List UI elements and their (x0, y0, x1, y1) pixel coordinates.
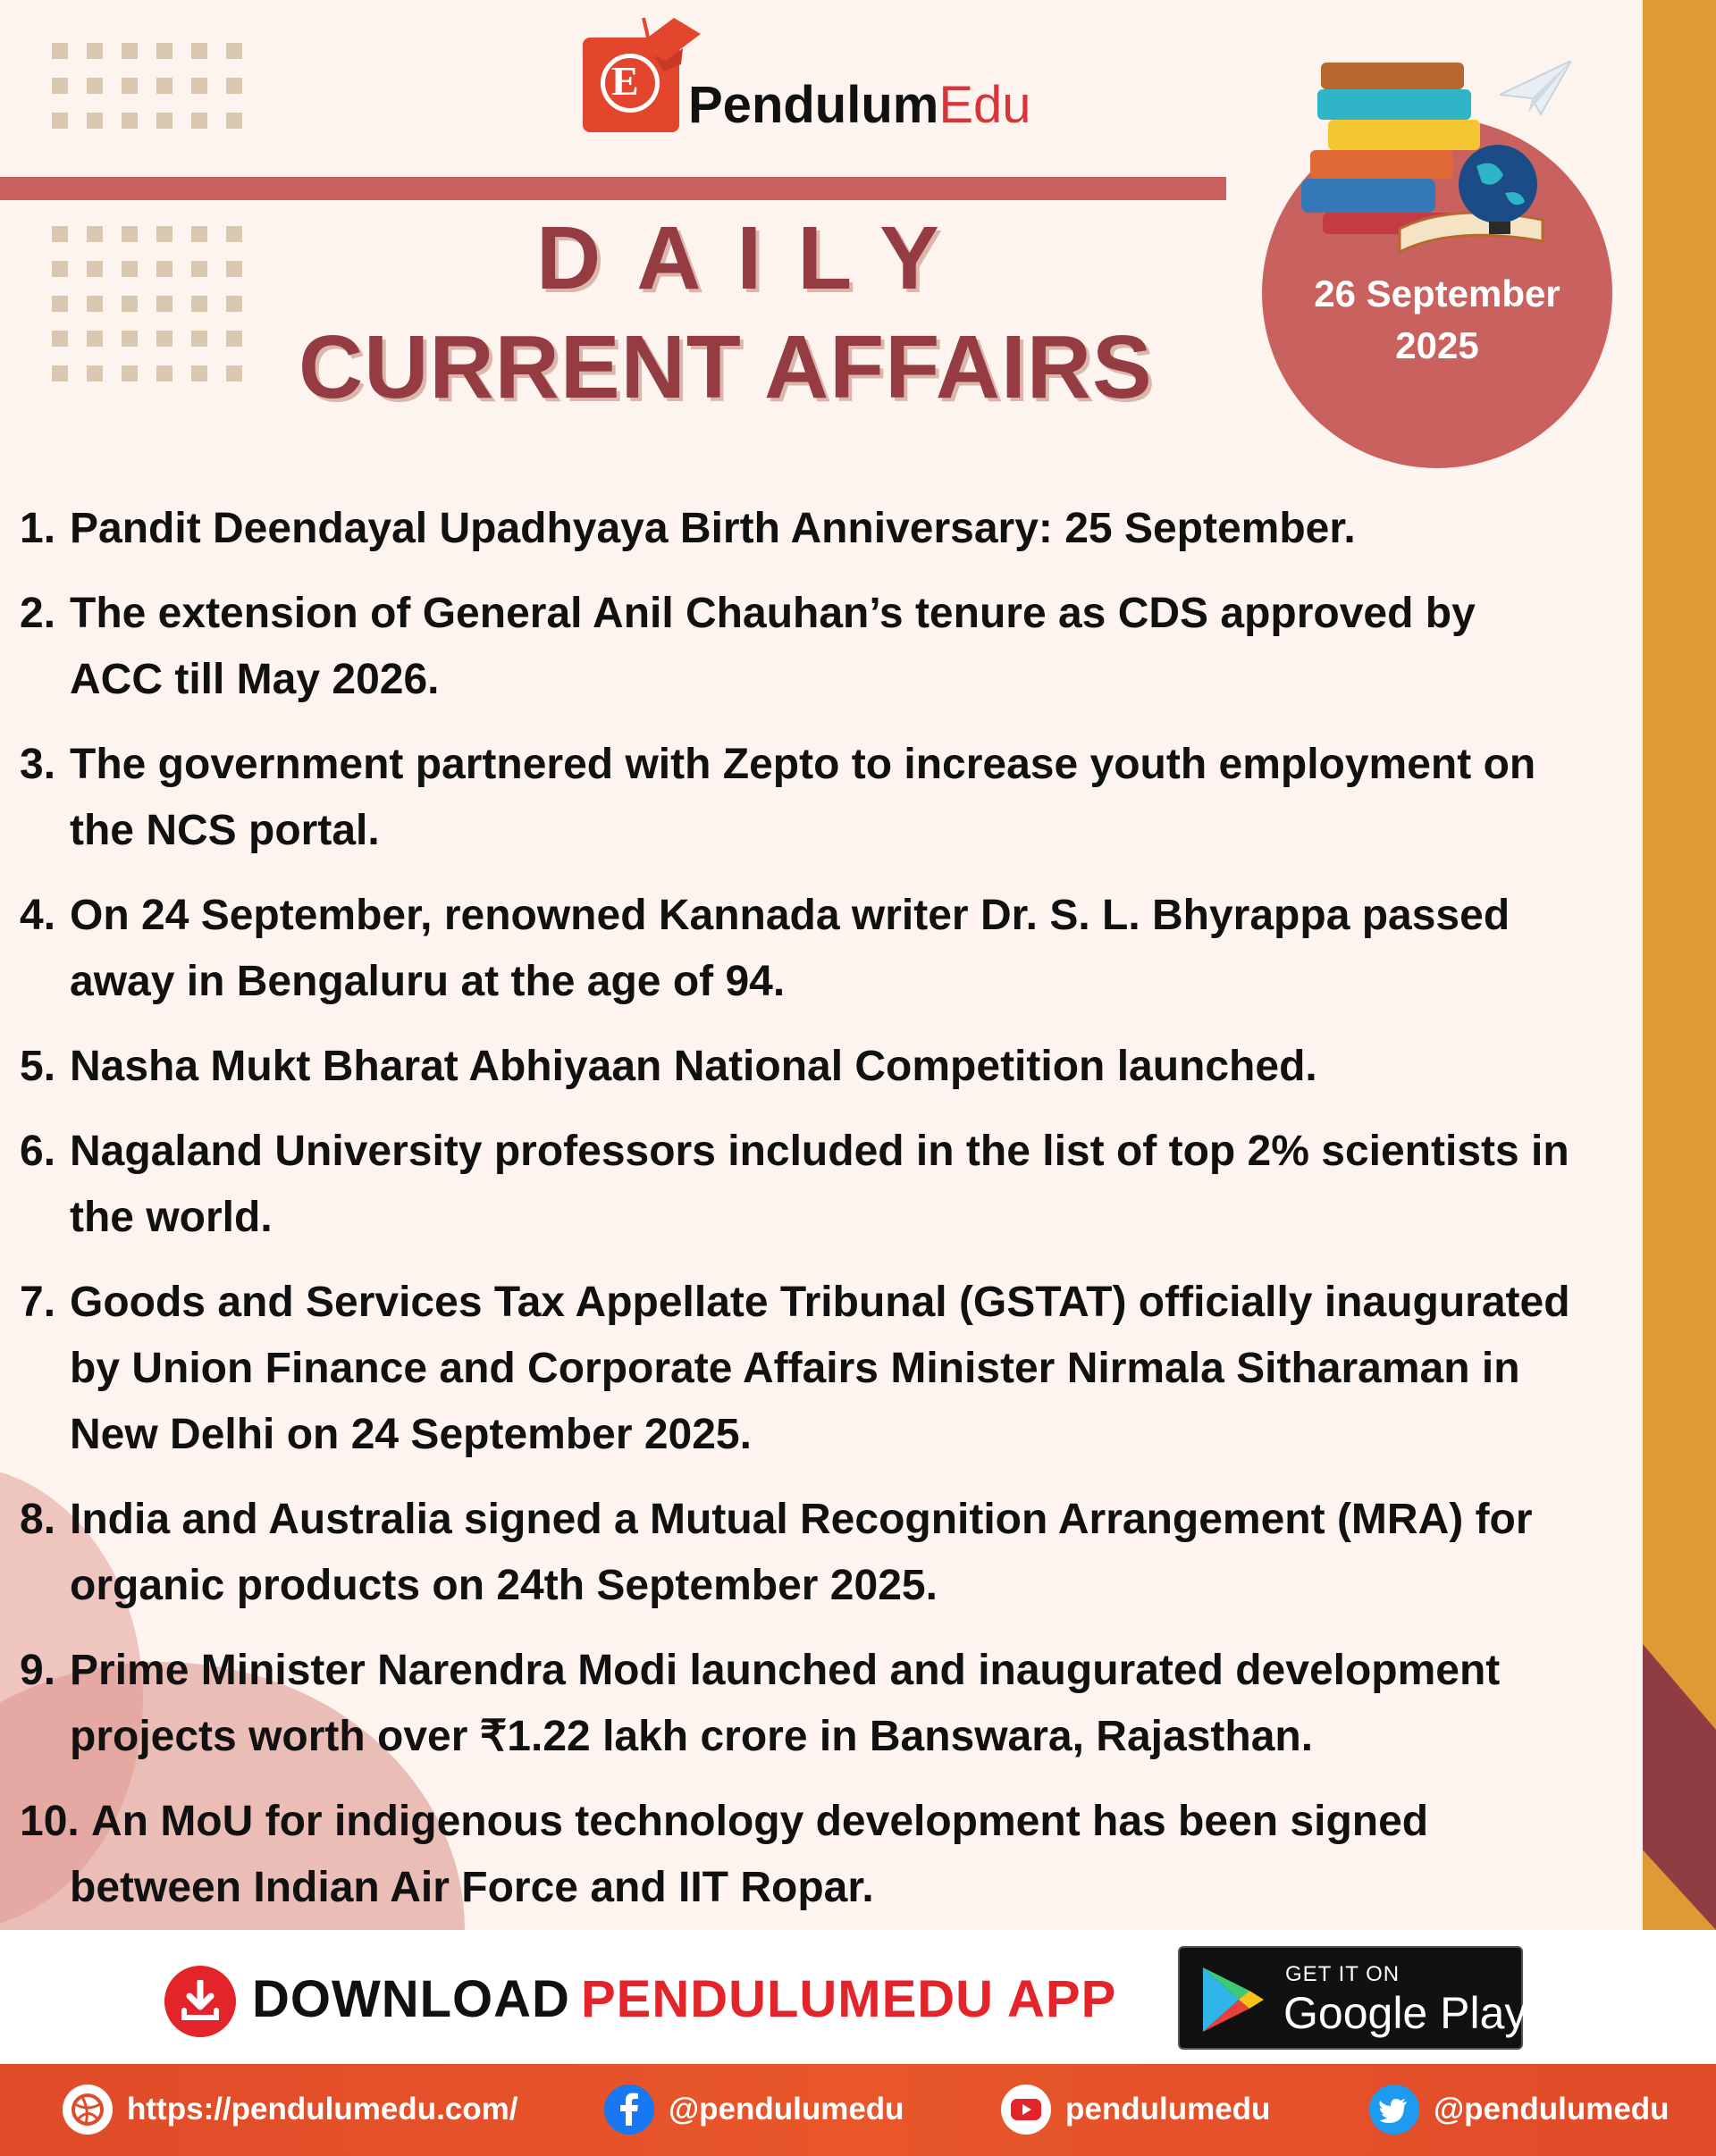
date-year: 2025 (1395, 324, 1479, 366)
decor-dot-grid-top (52, 43, 242, 129)
footer-website-link[interactable] (63, 2082, 517, 2137)
footer-youtube-link[interactable] (1001, 2082, 1270, 2137)
news-list (20, 496, 1575, 1940)
news-text: India and Australia signed a Mutual Recognition Arrangement (MRA) for organic products on 24th September 2025. (70, 1496, 1533, 1609)
page-title-line2: CURRENT AFFAIRS (299, 317, 1153, 417)
news-item (20, 883, 1575, 1015)
app-name: PENDULUMEDU APP (580, 1970, 1117, 2028)
page-title-line1: DAILY (536, 208, 975, 308)
news-number: 2. (20, 590, 56, 637)
news-text: The extension of General Anil Chauhan’s tenure as CDS approved by ACC till May 2026. (70, 590, 1476, 703)
decor-stripe-orange (1643, 0, 1716, 1930)
download-app-cta[interactable] (252, 1969, 1116, 2029)
news-text: Prime Minister Narendra Modi launched and inaugurated development projects worth over ₹1.22 lakh crore in Banswara, Rajasthan. (70, 1647, 1501, 1760)
news-item (20, 1638, 1575, 1770)
twitter-icon (1369, 2085, 1419, 2135)
brand-name-part2: Edu (938, 76, 1031, 134)
news-item (20, 1270, 1575, 1468)
news-item (20, 1034, 1575, 1100)
graduation-cap-icon (629, 9, 708, 71)
paper-plane-icon (1500, 61, 1571, 123)
news-number: 5. (20, 1043, 56, 1090)
date-label (1262, 268, 1612, 372)
google-play-button[interactable] (1178, 1946, 1527, 2050)
news-number: 1. (20, 505, 56, 552)
news-number: 9. (20, 1647, 56, 1694)
google-play-icon (1198, 1964, 1269, 2035)
logo-letter: E (611, 58, 639, 104)
brand-logo[interactable] (583, 9, 1083, 134)
facebook-icon (604, 2085, 654, 2135)
footer-facebook-link[interactable] (604, 2082, 904, 2137)
footer-twitter-text: @pendulumedu (1434, 2092, 1670, 2127)
news-number: 3. (20, 741, 56, 788)
news-text: Pandit Deendayal Upadhyaya Birth Anniversary: 25 September. (70, 505, 1356, 552)
download-label: DOWNLOAD (252, 1970, 570, 2028)
news-number: 8. (20, 1496, 56, 1543)
decor-dot-grid-middle (52, 226, 242, 382)
news-text: The government partnered with Zepto to increase youth employment on the NCS portal. (70, 741, 1536, 854)
youtube-icon (1001, 2085, 1051, 2135)
news-item (20, 1789, 1575, 1921)
news-text: An MoU for indigenous technology development has been signed between Indian Air Force and IIT Ropar. (70, 1798, 1429, 1911)
footer-youtube-text: pendulumedu (1065, 2092, 1271, 2127)
brand-name (688, 75, 1031, 135)
news-number: 6. (20, 1128, 56, 1175)
globe-icon (63, 2085, 113, 2135)
news-number: 7. (20, 1279, 56, 1326)
news-number: 4. (20, 892, 56, 939)
news-text: Nagaland University professors included in the list of top 2% scientists in the world. (70, 1128, 1569, 1241)
store-caption: GET IT ON (1285, 1962, 1401, 1986)
news-text: Nasha Mukt Bharat Abhiyaan National Competition launched. (70, 1043, 1317, 1090)
news-item (20, 1119, 1575, 1251)
news-item (20, 496, 1575, 562)
date-day-month: 26 September (1314, 273, 1560, 315)
store-name: Google Play (1283, 1988, 1527, 2038)
footer-website-text: https://pendulumedu.com/ (127, 2092, 518, 2127)
news-text: On 24 September, renowned Kannada writer Dr. S. L. Bhyrappa passed away in Bengaluru at the age of 94. (70, 892, 1510, 1005)
news-number: 10. (20, 1798, 80, 1845)
download-icon[interactable] (164, 1966, 236, 2037)
news-text: Goods and Services Tax Appellate Tribunal (GSTAT) officially inaugurated by Union Finance and Corporate Affairs Minister Nirmala Sitharaman in New Delhi on 24 September 2025. (70, 1279, 1570, 1458)
footer-facebook-text: @pendulumedu (669, 2092, 904, 2127)
news-item (20, 732, 1575, 864)
news-item (20, 1487, 1575, 1619)
news-item (20, 581, 1575, 713)
brand-name-part1: Pendulum (688, 76, 939, 134)
footer-twitter-link[interactable] (1369, 2082, 1670, 2137)
header-divider (0, 177, 1226, 200)
